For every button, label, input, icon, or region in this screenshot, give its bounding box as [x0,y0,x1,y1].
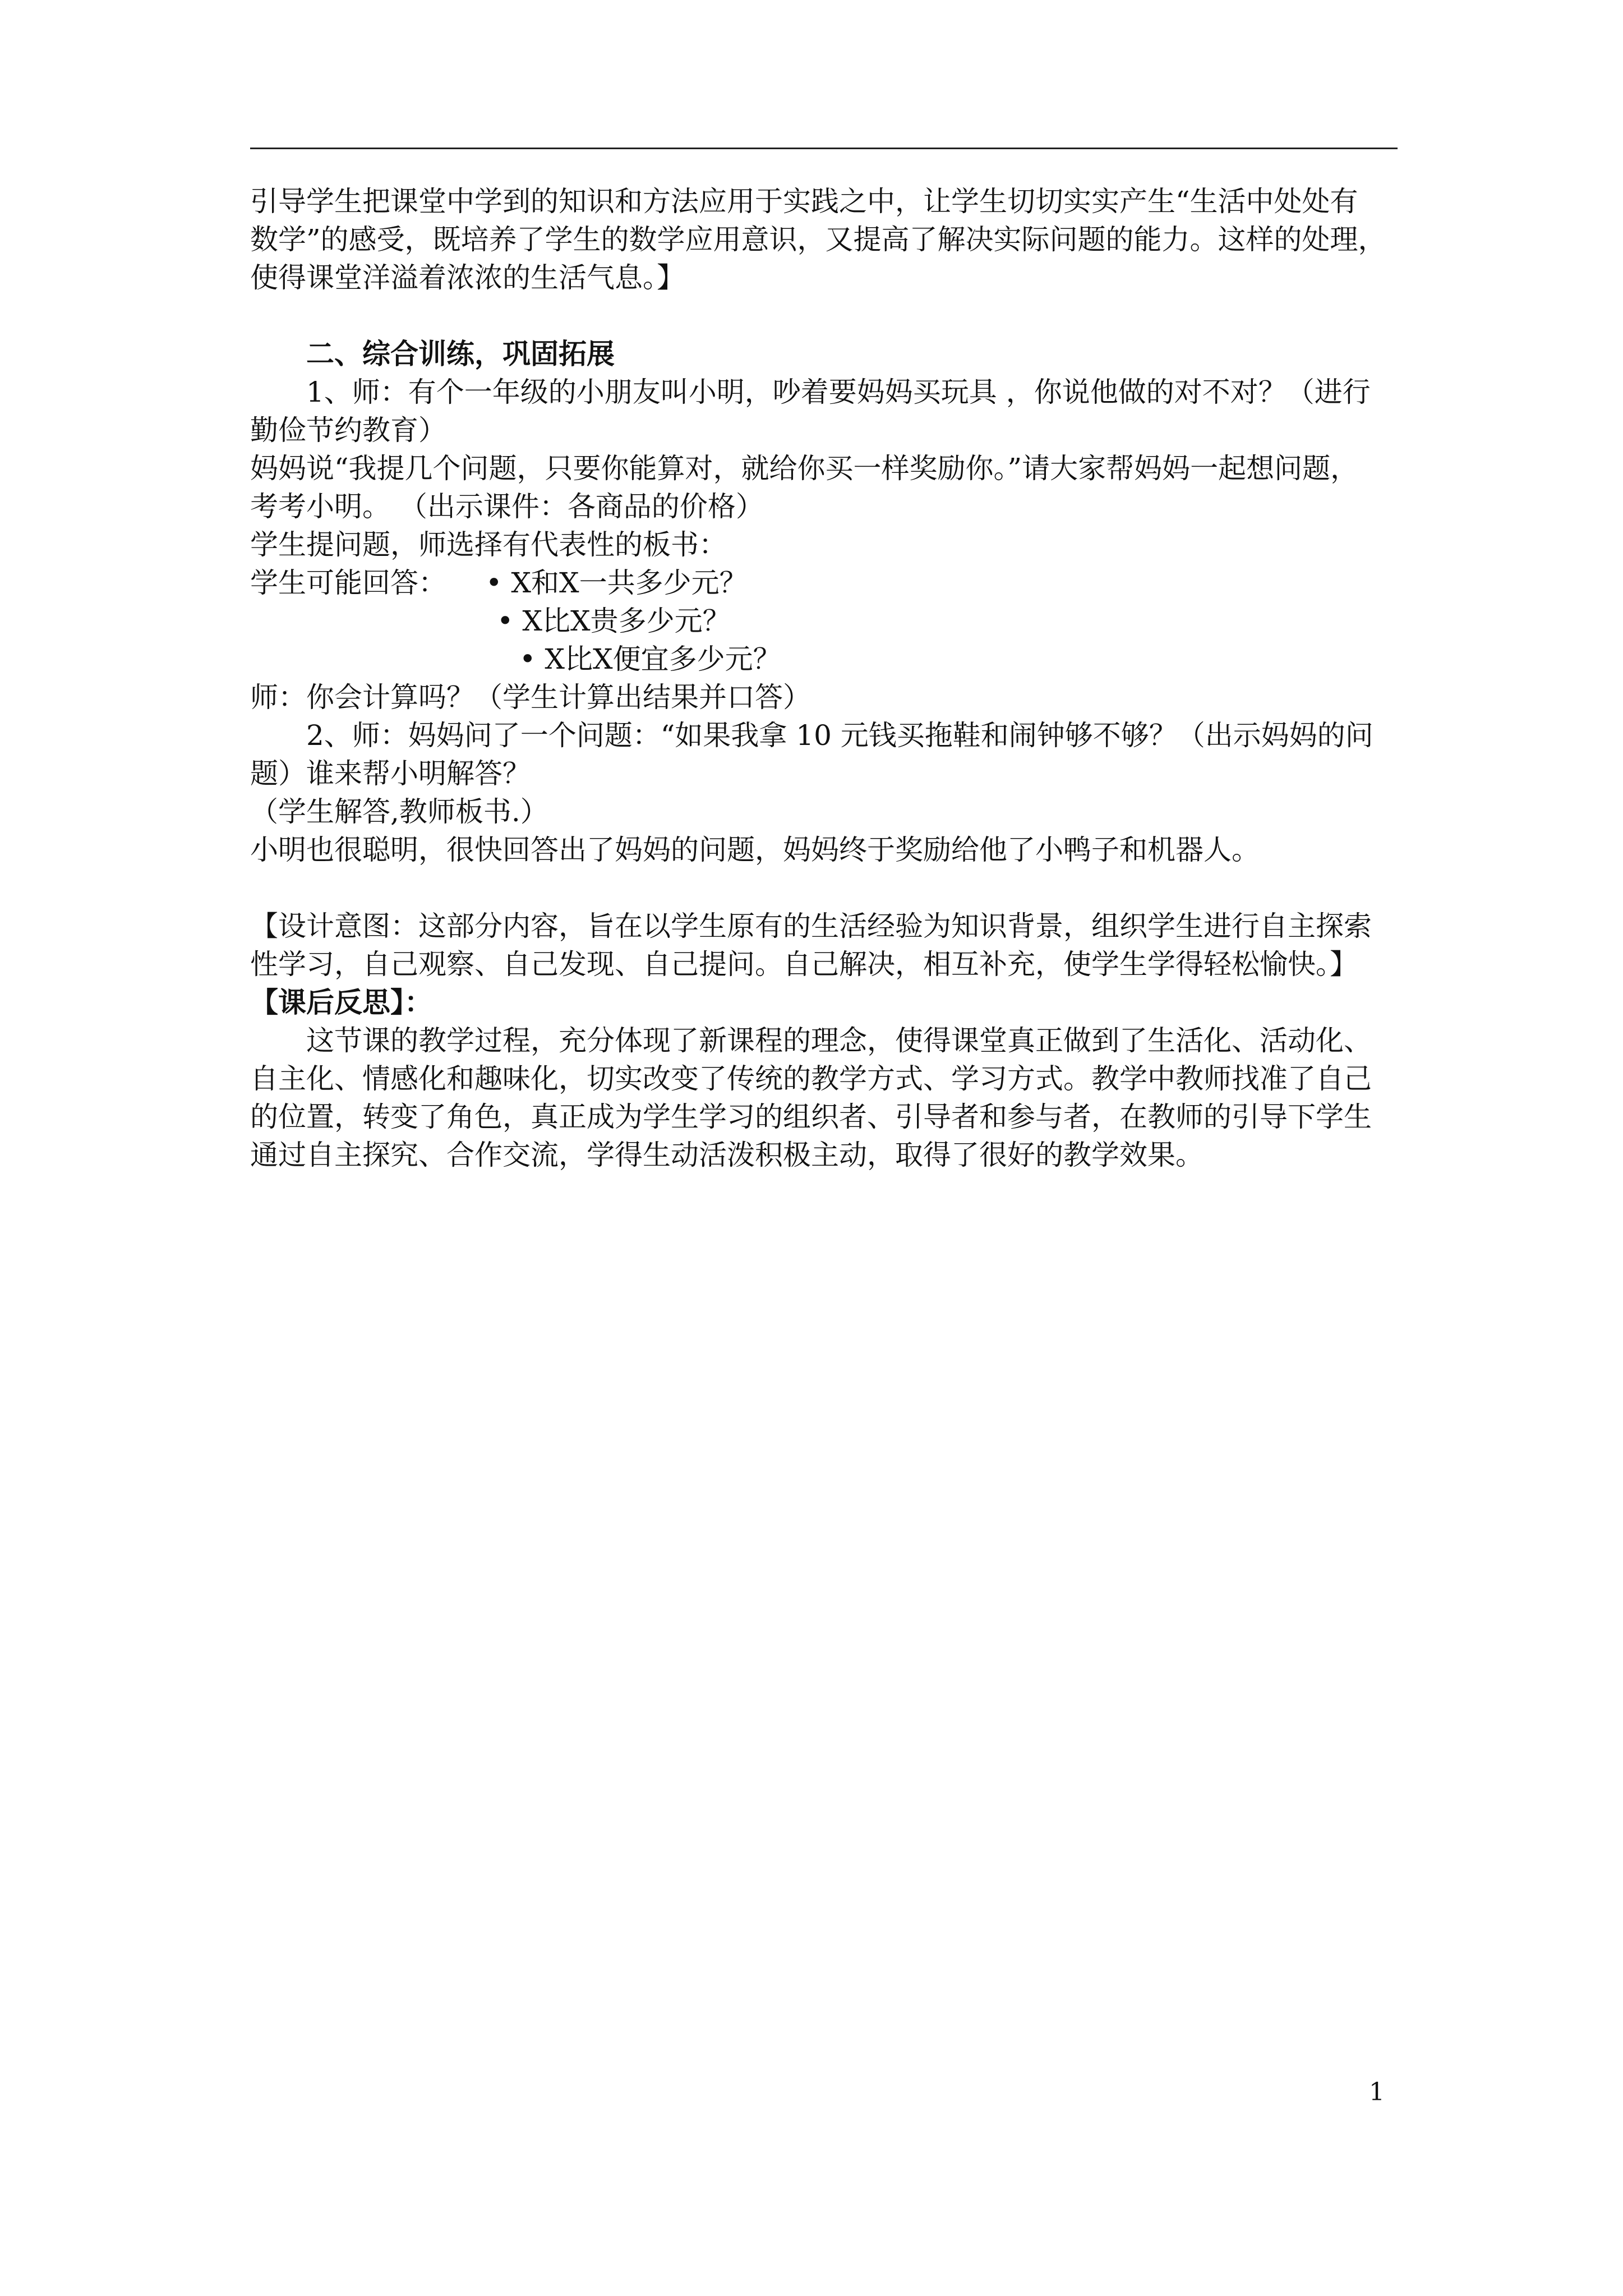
reflection-line: 这节课的教学过程，充分体现了新课程的理念，使得课堂真正做到了生活化、活动化、 [306,1024,1372,1057]
question-line: 妈妈说“我提几个问题，只要你能算对，就给你买一样奖励你。”请大家帮妈妈一起想问题， [250,452,1359,485]
spacer [250,297,1398,335]
reflection-line: 的位置，转变了角色，真正成为学生学习的组织者、引导者和参与者，在教师的引导下学生 [250,1101,1372,1133]
design-intent-line: 【设计意图：这部分内容，旨在以学生原有的生活经验为知识背景，组织学生进行自主探索 [250,910,1372,942]
answer-item: • X和X一共多少元？ [486,567,748,599]
answer-label: 学生可能回答： [250,567,446,599]
design-intent-line: 性学习，自己观察、自己发现、自己提问。自己解决，相互补充，使学生学得轻松愉快。】 [250,948,1358,981]
reflection-line: 自主化、情感化和趣味化，切实改变了传统的教学方式、学习方式。教学中教师找准了自己 [250,1062,1372,1095]
answer-item: • X比X贵多少元？ [497,605,731,637]
page-content [250,182,1398,1174]
question-line: （学生解答,教师板书.） [250,795,548,828]
reflection-line: 通过自主探究、合作交流，学得生动活泼积极主动，取得了很好的教学效果。 [250,1139,1204,1171]
intro-line: 引导学生把课堂中学到的知识和方法应用于实践之中，让学生切切实实产生“生活中处处有 [250,185,1358,218]
spacer [250,869,1398,907]
reflection-heading: 【课后反思】： [250,986,432,1019]
header-rule [250,148,1398,149]
intro-line: 数学”的感受，既培养了学生的数学应用意识，又提高了解决实际问题的能力。这样的处理， [250,223,1386,256]
question-line: 2、师：妈妈问了一个问题：“如果我拿 10 元钱买拖鞋和闹钟够不够？（出示妈妈的问 [306,719,1373,752]
question-line: 勤俭节约教育） [250,414,446,447]
intro-line: 使得课堂洋溢着浓浓的生活气息。】 [250,261,685,294]
question-line: 小明也很聪明，很快回答出了妈妈的问题，妈妈终于奖励给他了小鸭子和机器人。 [250,834,1260,866]
teacher-question: 师：你会计算吗？（学生计算出结果并口答） [250,681,811,714]
page-number: 1 [1369,2078,1385,2106]
section-heading: 二、综合训练，巩固拓展 [306,337,615,370]
question-line: 考考小明。 （出示课件：各商品的价格） [250,490,764,523]
question-line: 学生提问题，师选择有代表性的板书： [250,528,727,561]
answer-row [250,564,1398,602]
answer-item: • X比X便宜多少元？ [519,643,781,675]
question-line: 题）谁来帮小明解答？ [250,757,531,790]
question-line: 1、师：有个一年级的小朋友叫小明，吵着要妈妈买玩具 ，你说他做的对不对？（进行 [306,376,1371,408]
